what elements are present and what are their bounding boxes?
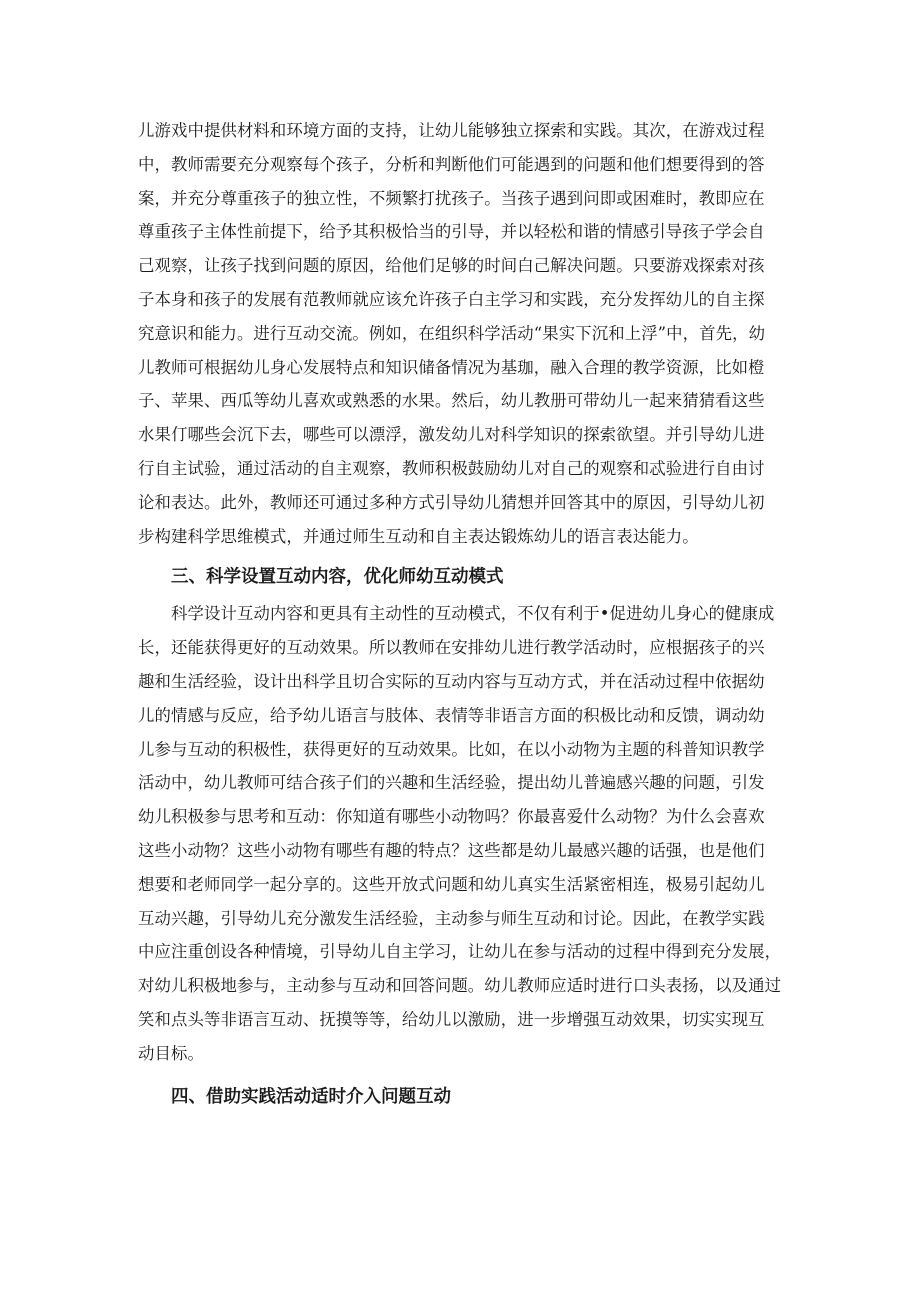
text-line: 案，并充分尊重孩子的独立性，不频繁打扰孩子。当孩子遇到问即或困难时，教即应在: [138, 188, 765, 208]
text-line: 对幼儿积极地参与，主动参与互动和回答问题。幼儿教师应适时进行口头表扬，以及通过: [138, 976, 782, 996]
text-line: 长，还能获得更好的互动效果。所以教师在安排幼儿进行教学活动时，应根据孩子的兴: [138, 638, 765, 658]
text-line: 儿游戏中提供材料和环境方面的支持，让幼儿能够独立探索和实践。其次，在游戏过程: [138, 121, 765, 140]
text-line: 互动兴趣，引导幼儿充分激发生活经验，主动参与师生互动和讨论。因此，在教学实践: [138, 908, 765, 928]
paragraph-continuation: [138, 114, 786, 553]
text-line: 儿参与互动的积极性，获得更好的互动效果。比如，在以小动物为主题的科普知识教学: [138, 739, 765, 759]
text-line: 论和表达。此外，教师还可通过多种方式引导幼儿猜想并回答其中的原因，引导幼儿初: [138, 492, 765, 512]
text-line: 科学设计互动内容和更具有主动性的互动模式，不仅有利于•促进幼儿身心的健康成: [171, 604, 775, 624]
text-line: 儿教师可根据幼儿身心发展特点和知识储备情况为基珈，融入合理的教学资源，比如橙: [138, 357, 765, 377]
text-line: 趣和生活经验，设计出科学且切合实际的互动内容与互动方式，并在活动过程中依据幼: [138, 671, 765, 691]
text-line: 这些小动物？这些小动物有哪些有趣的特点？这些都是幼儿最感兴趣的话强，也是他们: [138, 840, 765, 860]
text-line: 中应注重创设各种情境，引导幼儿自主学习，让幼儿在参与活动的过程中得到充分发展，: [138, 942, 782, 962]
text-line: 活动中，幼儿教师可结合孩子们的兴趣和生活经验，提出幼儿普遍感兴趣的问题，引发: [138, 773, 765, 793]
text-line: 中，教师需要充分观察每个孩子，分析和判断他们可能遇到的问题和他们想要得到的答: [138, 154, 765, 174]
text-line: 动目标。: [138, 1043, 204, 1063]
text-line: 儿的情感与反应，给予幼儿语言与肢体、表情等非语言方面的积极比动和反馈，调动幼: [138, 705, 765, 725]
section-heading-4: 四、借助实践活动适时介入问题互动: [171, 1086, 451, 1107]
text-line: 尊重孩子主体性前提下，给予其积极恰当的引导，并以轻松和谐的情感引导孩子学会自: [138, 222, 765, 242]
text-line: 行自主试验，通过活动的自主观察，教师积极鼓励幼儿对自己的观察和忒验进行自由讨: [138, 458, 765, 478]
section-heading-3: 三、科学设置互动内容，优化师幼互动模式: [171, 567, 504, 588]
text-line: 究意识和能力。进行互动交流。例如，在组织科学活动“果实下沉和上浮”中，首先，幼: [138, 323, 766, 343]
text-line: 幼儿积极参与思考和互动：你知道有哪些小动物吗？你最喜爱什么动物？为什么会喜欢: [138, 807, 765, 827]
text-line: 水果仃哪些会沉下去，哪些可以漂浮，激发幼儿对科学知识的探索欲望。并引导幼儿进: [138, 425, 765, 445]
text-line: 子、苹果、西瓜等幼儿喜欢或熟悉的水果。然后，幼儿教册可带幼儿一起来猜猜看这些: [138, 391, 765, 411]
text-line: 子本身和孩子的发展有范教师就应该允许孩子白主学习和实践，充分发挥幼儿的自主探: [138, 289, 765, 309]
text-line: 步构建科学思维模式，并通过师生互动和自主表达锻炼幼儿的语言表达能力。: [138, 526, 699, 546]
text-line: 己观察，让孩子找到问题的原因，给他们足够的时间白己解决问题。只要游戏探索对孩: [138, 256, 765, 276]
paragraph-section-3: [138, 597, 786, 1070]
text-line: 想要和老师同学一起分享的。这些开放式问题和幼儿真实生活紧密相连，极易引起幼儿: [138, 874, 765, 894]
text-line: 笑和点头等非语言互动、抚摸等等，给幼儿以激励，进一步增强互动效果，切实实现互: [138, 1009, 765, 1029]
document-body: [138, 114, 786, 1117]
